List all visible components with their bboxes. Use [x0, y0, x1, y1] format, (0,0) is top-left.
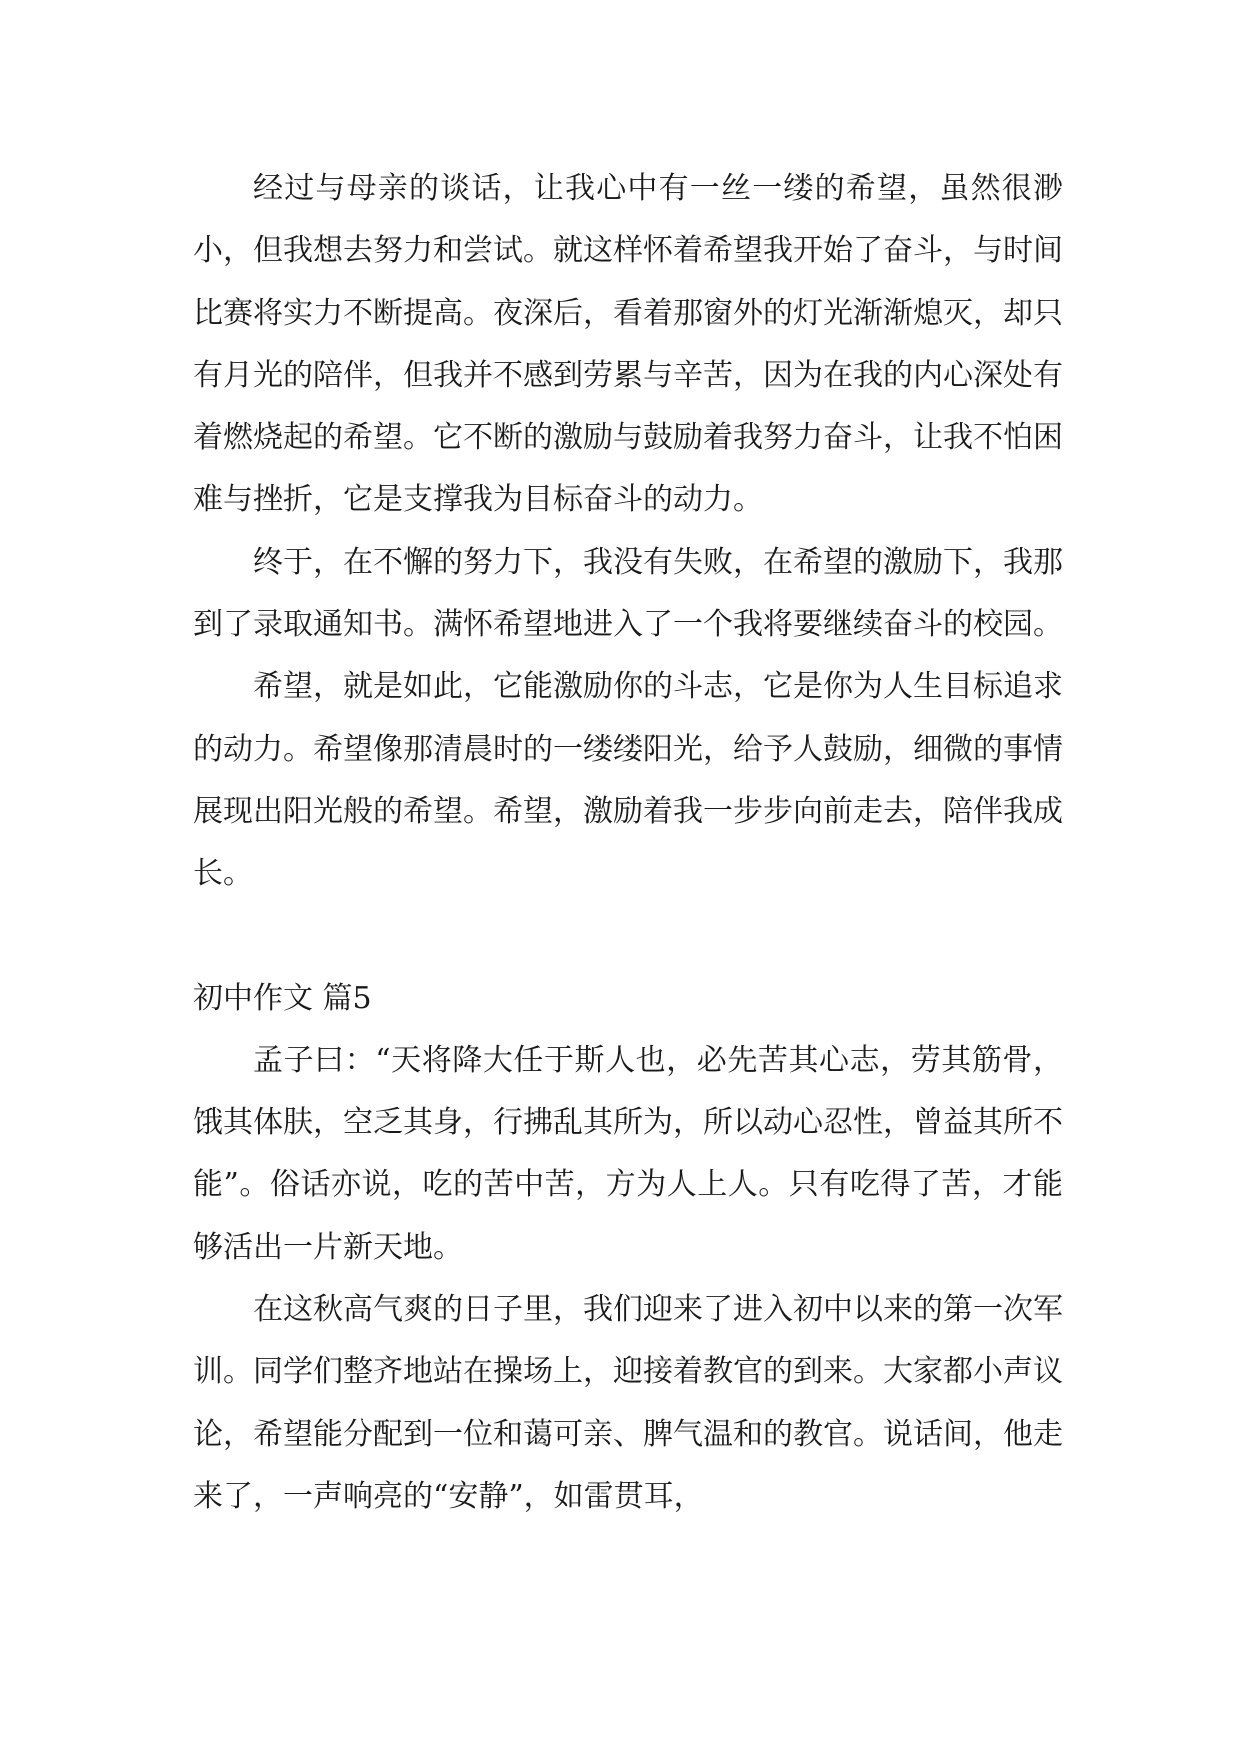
section-heading: 初中作文 篇5 [193, 980, 372, 1016]
paragraph-hope-struggle: 经过与母亲的谈话，让我心中有一丝一缕的希望，虽然很渺小，但我想去努力和尝试。就这样怀着希望我开始了奋斗，与时间比赛将实力不断提高。夜深后，看着那窗外的灯光渐渐熄灭，却只有月光的陪伴，但我并不感到劳累与辛苦，因为在我的内心深处有着燃烧起的希望。它不断的激励与鼓励着我努力奋斗，让我不怕困难与挫折，它是支撑我为目标奋斗的动力。 [193, 171, 1063, 518]
paragraph-mencius-quote: 孟子曰：“天将降大任于斯人也，必先苦其心志，劳其筋骨，饿其体肤，空乏其身，行拂乱其所为，所以动心忍性，曾益其所不能”。俗话亦说，吃的苦中苦，方为人上人。只有吃得了苦，才能够活出一片新天地。 [193, 1042, 1063, 1265]
paragraph-military-training: 在这秋高气爽的日子里，我们迎来了进入初中以来的第一次军训。同学们整齐地站在操场上，迎接着教官的到来。大家都小声议论，希望能分配到一位和蔼可亲、脾气温和的教官。说话间，他走来了，一声响亮的“安静”，如雷贯耳， [193, 1292, 1063, 1514]
paragraph-admission: 终于，在不懈的努力下，我没有失败，在希望的激励下，我那到了录取通知书。满怀希望地进入了一个我将要继续奋斗的校园。 [193, 544, 1063, 643]
paragraph-hope-conclusion: 希望，就是如此，它能激励你的斗志，它是你为人生目标追求的动力。希望像那清晨时的一缕缕阳光，给予人鼓励，细微的事情展现出阳光般的希望。希望，激励着我一步步向前走去，陪伴我成长。 [193, 669, 1063, 892]
document-body [193, 158, 1063, 1528]
